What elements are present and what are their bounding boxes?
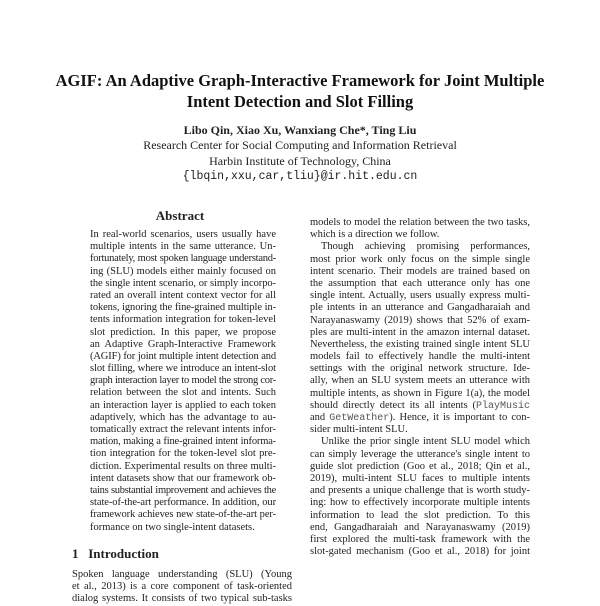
text-line: models fail to effectively handle the multi-intent [310,351,530,363]
text-line: ing: how to effectively incorporate multiple intents [310,497,530,509]
text-line: models to model the relation between the two tasks, [310,217,530,228]
text-line: mation, making a fine-grained intent informa- [90,436,276,448]
section-number: 1 [72,546,79,561]
text-line: single intent. Actually, users usually express multi- [310,290,530,302]
affiliation: Harbin Institute of Technology, China [209,154,391,168]
text-line: relation between the slot and intents. Such [90,387,276,399]
text-line: most prior work only focus on the simple single [310,253,530,265]
text-line: and presents a unique challenge that is worth study- [310,485,530,497]
text-line: tokens, ignoring the fine-grained multiple in- [90,302,276,314]
text-line: Unlike the prior single intent SLU model which [321,436,530,448]
text-line: ples are multi-intent in the amazon internal dataset. [310,326,530,338]
paper-title [0,70,600,112]
text-line: the single intent scenario, or simply incorpo- [90,277,276,289]
title-line: Intent Detection and Slot Filling [186,92,414,111]
email: {lbqin,xxu,car,tliu}@ir.hit.edu.cn [182,170,418,183]
text-line: ing (SLU) models either mainly focused on [90,265,276,277]
text-line: 2019), multi-intent SLU faces to multiple intents [310,472,530,484]
text-line: settings with the original network structure. Ide- [310,363,530,375]
text-line: tomatically extract the relevant intents infor- [90,424,276,435]
introduction-body [72,569,292,606]
text: should directly detect its all intents ( [310,399,476,411]
text-line: intent scenario. Their models are trained based on [310,265,530,277]
text-line: the assumption that each utterance only has one [310,277,530,289]
abstract-body [90,229,276,534]
text-line: et al., 2013) is a core component of task-oriented [72,581,292,593]
text-line: multiple intents, as shown in Figure 1(a), the model [310,387,530,399]
text-line: formance on two single-intent datasets. [90,521,255,533]
text-line: Nevertheless, the existing trained single intent SLU [310,338,530,350]
text-line: In real-world scenarios, users usually have [90,229,276,240]
text-line: tains substantial improvement and achieves the [90,484,276,496]
text-line: slot prediction. In this paper, we propose [90,326,276,338]
text-line: (AGIF) for joint multiple intent detection and [90,350,276,362]
text-line: guide slot prediction (Goo et al., 2018; Qin et al., [310,460,530,472]
abstract-heading: Abstract [155,208,205,223]
text-line: an Adaptive Graph-Interactive Framework [90,338,276,350]
text-line: Narayanaswamy (2019) shows that 52% of exam- [310,314,530,326]
text-line: end, Gangadharaiah and Narayanaswamy (2019) [310,521,530,533]
text-line: slot-gated mechanism (Goo et al., 2018) for joint [310,546,530,558]
text-line: Spoken language understanding (SLU) (Young [72,569,292,580]
text-line: adaptively, which has the advantage to au- [90,411,276,423]
intent-label: GetWeather [329,413,390,424]
text-line: Though achieving promising performances, [321,241,530,253]
text-line: ally, when an SLU system meets an utterance with [310,375,530,387]
text-line: information to lead the slot prediction. To this [310,509,530,521]
text-line: tents information integration for token-level [90,314,276,326]
text-line: slot filling, where we introduce an intent-slot [90,363,276,375]
text-line: framework achieves new state-of-the-art per- [90,509,276,521]
text-line: multiple intents in the same utterance. Un- [90,241,276,253]
authors: Libo Qin, Xiao Xu, Wanxiang Che*, Ting Liu [183,123,417,137]
text-line: an interaction layer is applied to each token [90,399,276,411]
text-line: first explored the multi-task framework with the [310,533,530,545]
affiliation: Research Center for Social Computing and Information Retrieval [143,138,457,152]
intent-label: PlayMusic [475,400,530,412]
text-line: diction. Experimental results on three multi- [90,460,276,472]
text-line [310,412,530,424]
text-line: can simply leverage the utterance's single intent to [310,448,530,460]
text-line: graph interaction layer to model the strong cor- [90,375,276,387]
section-heading-introduction [72,546,159,561]
text-line: ple intents in an utterance and Gangadharaiah and [310,302,530,314]
text-line: fortunately, most spoken language understand- [90,253,276,265]
right-column-body [310,217,530,558]
text: ). Hence, it is important to con- [389,412,530,423]
text-line: dialog systems. It consists of two typical sub-tasks [72,593,292,605]
section-title: Introduction [88,546,159,561]
text-line: tion integration for the token-level slot pre- [90,448,276,460]
text-line: intent datasets show that our framework ob- [90,472,276,484]
title-line: AGIF: An Adaptive Graph-Interactive Framework for Joint Multiple [55,71,545,90]
text: and [310,412,330,423]
text-line: which is a direction we follow. [310,229,440,241]
text-line [310,400,530,412]
text-line: rated an overall intent context vector for all [90,289,276,301]
text-line: sider multi-intent SLU. [310,424,408,436]
text-line: state-of-the-art performance. In addition, our [90,497,276,509]
